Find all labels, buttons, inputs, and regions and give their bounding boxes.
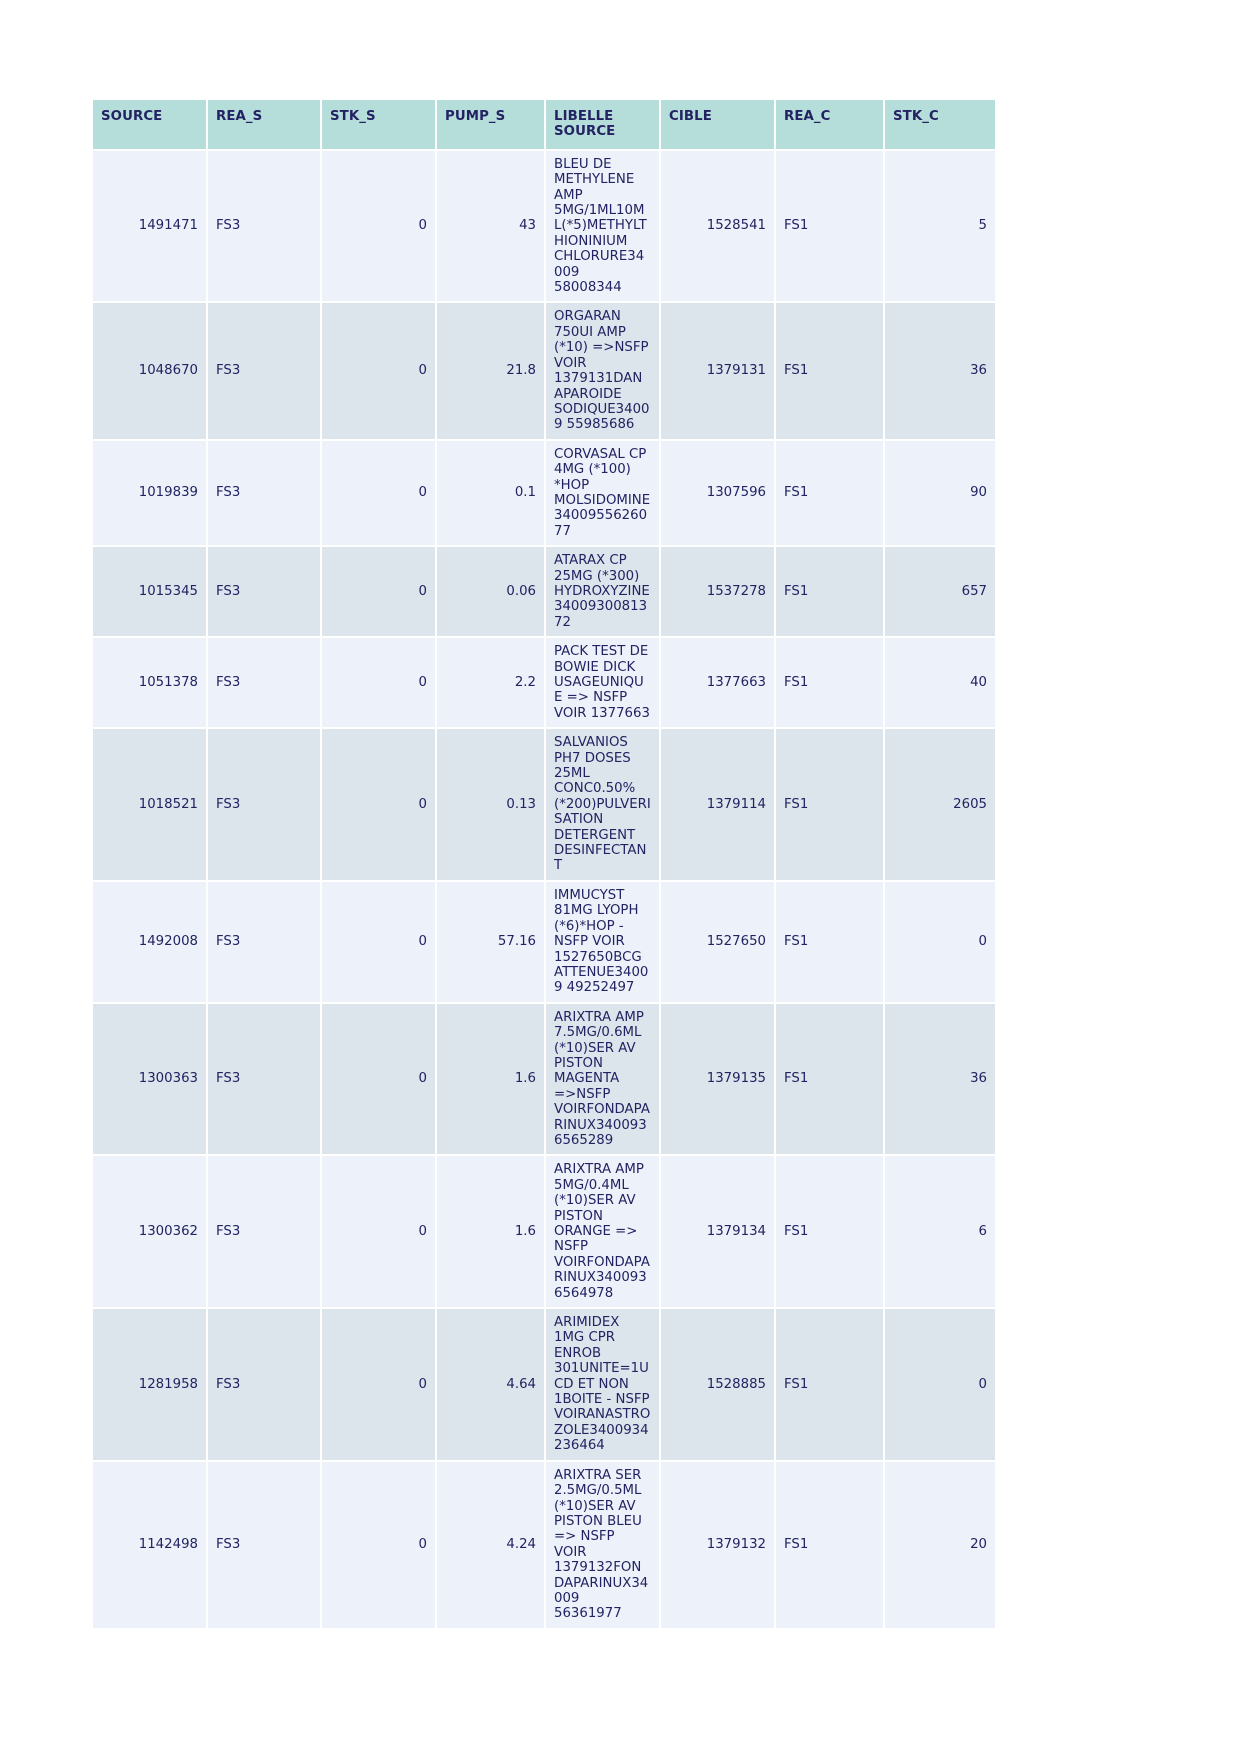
cell-stk-s: 0 [322, 1156, 435, 1307]
cell-stk-s: 0 [322, 1309, 435, 1460]
table-row [93, 441, 995, 545]
column-header-source[interactable]: SOURCE [93, 100, 206, 149]
cell-cible: 1379131 [661, 303, 774, 438]
cell-pump-s: 0.13 [437, 729, 544, 880]
cell-cible: 1528541 [661, 151, 774, 302]
cell-source: 1015345 [93, 547, 206, 636]
cell-source: 1019839 [93, 441, 206, 545]
table-row [93, 303, 995, 438]
cell-libelle-source: ORGARAN 750UI AMP (*10) =>NSFP VOIR 1379131DANAPAROIDE SODIQUE34009 55985686 [546, 303, 659, 438]
cell-rea-s: FS3 [208, 303, 320, 438]
column-header-pump-s[interactable]: PUMP_S [437, 100, 544, 149]
cell-stk-s: 0 [322, 882, 435, 1002]
cell-cible: 1379114 [661, 729, 774, 880]
cell-rea-s: FS3 [208, 547, 320, 636]
cell-cible: 1379134 [661, 1156, 774, 1307]
table-row [93, 1156, 995, 1307]
cell-stk-c: 40 [885, 638, 995, 727]
table-row [93, 882, 995, 1002]
table-row [93, 1462, 995, 1628]
table-row [93, 151, 995, 302]
cell-rea-s: FS3 [208, 151, 320, 302]
cell-rea-c: FS1 [776, 303, 883, 438]
cell-pump-s: 0.1 [437, 441, 544, 545]
column-header-stk-c[interactable]: STK_C [885, 100, 995, 149]
cell-pump-s: 4.24 [437, 1462, 544, 1628]
cell-source: 1300362 [93, 1156, 206, 1307]
cell-stk-c: 0 [885, 882, 995, 1002]
cell-stk-s: 0 [322, 547, 435, 636]
cell-libelle-source: BLEU DE METHYLENE AMP 5MG/1ML10ML(*5)METHYLTHIONINIUM CHLORURE34009 58008344 [546, 151, 659, 302]
cell-stk-c: 20 [885, 1462, 995, 1628]
cell-stk-s: 0 [322, 638, 435, 727]
cell-stk-s: 0 [322, 441, 435, 545]
column-header-libelle-source[interactable]: LIBELLE SOURCE [546, 100, 659, 149]
column-header-stk-s[interactable]: STK_S [322, 100, 435, 149]
cell-cible: 1528885 [661, 1309, 774, 1460]
cell-source: 1281958 [93, 1309, 206, 1460]
cell-rea-c: FS1 [776, 547, 883, 636]
cell-source: 1051378 [93, 638, 206, 727]
table-header-row [93, 100, 995, 149]
cell-pump-s: 43 [437, 151, 544, 302]
cell-stk-c: 657 [885, 547, 995, 636]
cell-rea-c: FS1 [776, 441, 883, 545]
cell-rea-c: FS1 [776, 1462, 883, 1628]
cell-rea-c: FS1 [776, 729, 883, 880]
cell-rea-c: FS1 [776, 1309, 883, 1460]
column-header-rea-s[interactable]: REA_S [208, 100, 320, 149]
cell-stk-s: 0 [322, 729, 435, 880]
table-body [93, 151, 995, 1628]
cell-stk-c: 6 [885, 1156, 995, 1307]
cell-cible: 1379135 [661, 1004, 774, 1155]
cell-rea-c: FS1 [776, 638, 883, 727]
cell-rea-c: FS1 [776, 882, 883, 1002]
cell-libelle-source: SALVANIOS PH7 DOSES 25ML CONC0.50% (*200)PULVERISATION DETERGENT DESINFECTANT [546, 729, 659, 880]
cell-libelle-source: IMMUCYST 81MG LYOPH (*6)*HOP -NSFP VOIR 1527650BCG ATTENUE34009 49252497 [546, 882, 659, 1002]
cell-source: 1142498 [93, 1462, 206, 1628]
cell-pump-s: 57.16 [437, 882, 544, 1002]
cell-rea-c: FS1 [776, 1156, 883, 1307]
cell-source: 1300363 [93, 1004, 206, 1155]
cell-libelle-source: CORVASAL CP 4MG (*100) *HOP MOLSIDOMINE3400955626077 [546, 441, 659, 545]
cell-pump-s: 0.06 [437, 547, 544, 636]
cell-cible: 1379132 [661, 1462, 774, 1628]
cell-libelle-source: ARIXTRA AMP 5MG/0.4ML (*10)SER AV PISTON ORANGE => NSFP VOIRFONDAPARINUX3400936564978 [546, 1156, 659, 1307]
cell-stk-s: 0 [322, 1462, 435, 1628]
cell-rea-s: FS3 [208, 638, 320, 727]
column-header-rea-c[interactable]: REA_C [776, 100, 883, 149]
cell-pump-s: 1.6 [437, 1004, 544, 1155]
cell-rea-s: FS3 [208, 729, 320, 880]
table-header [93, 100, 995, 149]
cell-rea-c: FS1 [776, 151, 883, 302]
cell-rea-c: FS1 [776, 1004, 883, 1155]
cell-rea-s: FS3 [208, 1156, 320, 1307]
cell-stk-s: 0 [322, 151, 435, 302]
cell-cible: 1527650 [661, 882, 774, 1002]
table-row [93, 638, 995, 727]
table-row [93, 1309, 995, 1460]
cell-cible: 1307596 [661, 441, 774, 545]
table-row [93, 729, 995, 880]
cell-rea-s: FS3 [208, 882, 320, 1002]
cell-stk-c: 90 [885, 441, 995, 545]
cell-source: 1491471 [93, 151, 206, 302]
cell-rea-s: FS3 [208, 1462, 320, 1628]
cell-stk-c: 36 [885, 1004, 995, 1155]
column-header-cible[interactable]: CIBLE [661, 100, 774, 149]
table-row [93, 1004, 995, 1155]
cell-cible: 1377663 [661, 638, 774, 727]
cell-stk-s: 0 [322, 303, 435, 438]
cell-stk-c: 0 [885, 1309, 995, 1460]
cell-rea-s: FS3 [208, 1309, 320, 1460]
cell-source: 1492008 [93, 882, 206, 1002]
cell-pump-s: 21.8 [437, 303, 544, 438]
cell-libelle-source: ARIXTRA AMP 7.5MG/0.6ML (*10)SER AV PISTON MAGENTA =>NSFP VOIRFONDAPARINUX3400936565289 [546, 1004, 659, 1155]
cell-libelle-source: ARIMIDEX 1MG CPR ENROB 301UNITE=1UCD ET NON 1BOITE - NSFP VOIRANASTROZOLE3400934236464 [546, 1309, 659, 1460]
cell-pump-s: 4.64 [437, 1309, 544, 1460]
cell-cible: 1537278 [661, 547, 774, 636]
cell-libelle-source: ATARAX CP 25MG (*300) HYDROXYZINE3400930081372 [546, 547, 659, 636]
cell-rea-s: FS3 [208, 441, 320, 545]
data-table [91, 98, 997, 1630]
table-row [93, 547, 995, 636]
cell-stk-c: 5 [885, 151, 995, 302]
cell-libelle-source: PACK TEST DE BOWIE DICK USAGEUNIQUE => NSFP VOIR 1377663 [546, 638, 659, 727]
cell-source: 1018521 [93, 729, 206, 880]
cell-source: 1048670 [93, 303, 206, 438]
cell-pump-s: 1.6 [437, 1156, 544, 1307]
cell-stk-s: 0 [322, 1004, 435, 1155]
cell-stk-c: 2605 [885, 729, 995, 880]
cell-rea-s: FS3 [208, 1004, 320, 1155]
cell-libelle-source: ARIXTRA SER 2.5MG/0.5ML (*10)SER AV PISTON BLEU => NSFP VOIR 1379132FONDAPARINUX34009 56361977 [546, 1462, 659, 1628]
cell-stk-c: 36 [885, 303, 995, 438]
cell-pump-s: 2.2 [437, 638, 544, 727]
